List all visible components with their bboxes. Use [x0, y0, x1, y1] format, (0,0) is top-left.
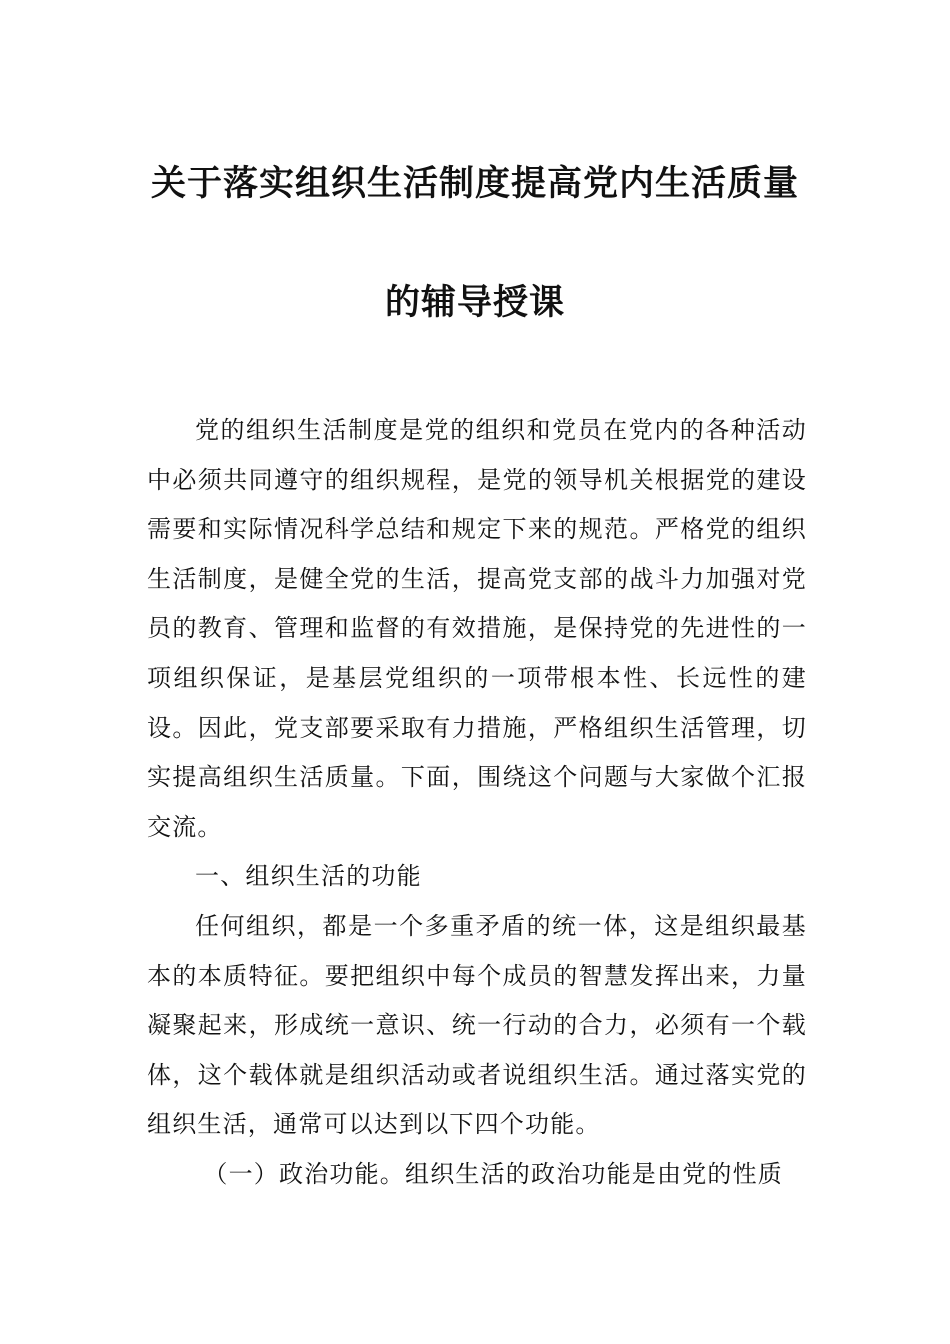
intro-paragraph: 党的组织生活制度是党的组织和党员在党内的各种活动中必须共同遵守的组织规程，是党的领导机关根据党的建设需要和实际情况科学总结和规定下来的规范。严格党的组织生活制度，是健全党的生活，提高党支部的战斗力加强对党员的教育、管理和监督的有效措施，是保持党的先进性的一项组织保证，是基层党组织的一项带根本性、长远性的建设。因此，党支部要采取有力措施，严格组织生活管理，切实提高组织生活质量。下面，围绕这个问题与大家做个汇报交流。 — [147, 416, 807, 841]
document-body — [147, 406, 807, 1200]
political-function-paragraph: （一）政治功能。组织生活的政治功能是由党的性质 — [203, 1159, 783, 1188]
document-title-line-2: 的辅导授课 — [384, 283, 565, 323]
document-title-line-1: 关于落实组织生活制度提高党内生活质量 — [150, 164, 799, 204]
functions-paragraph: 任何组织，都是一个多重矛盾的统一体，这是组织最基本的本质特征。要把组织中每个成员的智慧发挥出来，力量凝聚起来，形成统一意识、统一行动的合力，必须有一个载体，这个载体就是组织活动或者说组织生活。通过落实党的组织生活，通常可以达到以下四个功能。 — [147, 911, 807, 1139]
section-heading-functions: 一、组织生活的功能 — [195, 862, 422, 891]
